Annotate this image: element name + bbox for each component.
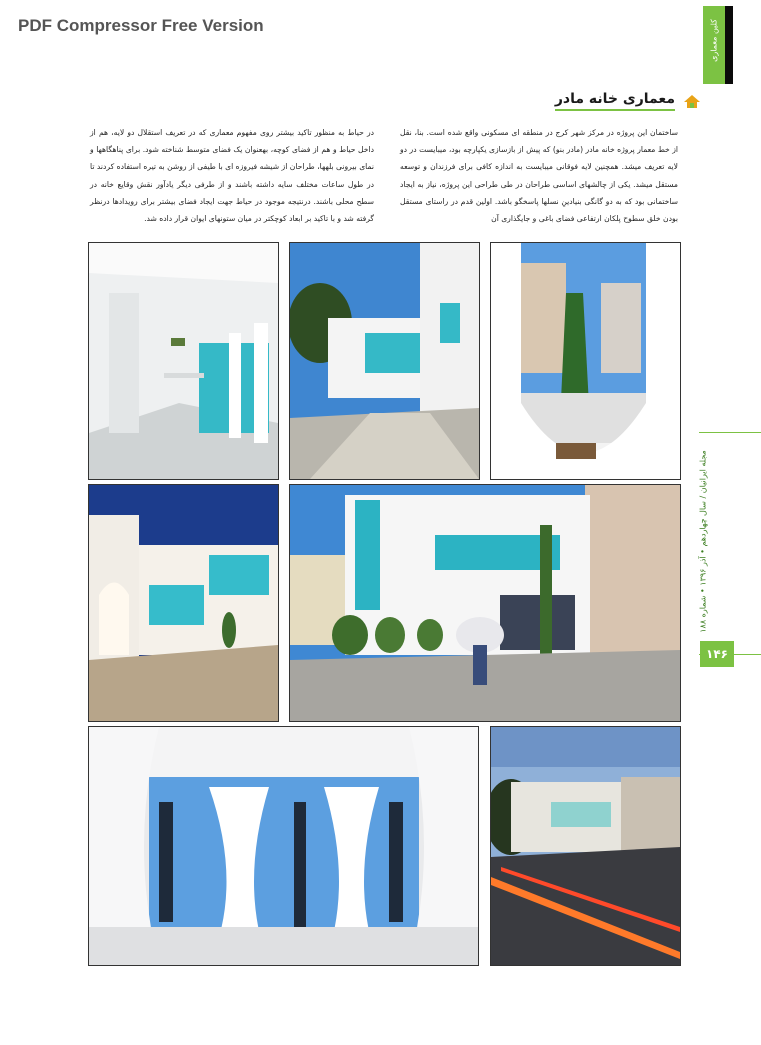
photo-dusk-street — [490, 726, 681, 966]
category-tab-label: کلین معماری — [709, 19, 719, 62]
photo-street-view — [289, 484, 681, 722]
photo-corridor — [88, 242, 279, 480]
article-title-block — [555, 91, 675, 111]
article-title: معماری خانه مادر — [555, 91, 675, 111]
category-tab — [703, 6, 733, 84]
article-column-left: در حیاط به منظور تاکید بیشتر روی مفهوم معماری که در تعریف استقلال دو لایه، هم از داخل حیاط و هم از فضای کوچه، بهعنوان یک فضای متوسط شناخته شود. برای پناهگاهها و نمای بیرونی بلهها، طراحان از شیشه فیروزه ای با طیفی از روشن به تیره استفاده کردند تا در طول ساعات مختلف سایه داشته باشند و از طرفی دیگر یادآور نقش وقایع خانه در سطح محلی باشند. درنتیجه موجود در حیاط جهت ایجاد فضای بیشتر برای رویدادها درنظر گرفته شد و با تاکید بر ابعاد کوچکتر در میان ستونهای ایوان قرار داده شد. — [90, 128, 374, 224]
article-column-right: ساختمان این پروژه در مرکز شهر کرج در منطقه ای مسکونی واقع شده است. بنا، نقل از خط معمار پروژه خانه مادر (مادر بنو) که پیش از بازسازی یکپارچه بود، میبایست در دو لایه تعریف میشد. همچنین لایه فوقانی میبایست به اندازه کافی برای فرزندان و توسعه مستقل میشد. یکی از چالشهای اساسی طراحان در طی طراحی این پروژه، نیاز به ایجاد ساختمانی بود که به دو گانگی بنیادینِ نسلها پاسخگو باشد. اولین قدم در راستای مستقل بودن خلق سطوح پلکان ارتفاعی فضای باغی و جایگذاری آن — [400, 128, 678, 224]
page-number: ۱۴۶ — [700, 641, 734, 667]
house-icon — [683, 94, 701, 109]
photo-arches-detail — [88, 726, 479, 966]
magazine-issue-info: مجله ایرانیان / سال چهاردهم • آذر ۱۳۹۶ • شماره ۱۸۸ — [698, 450, 708, 633]
photo-arch-tree — [490, 242, 681, 480]
watermark-text: PDF Compressor Free Version — [18, 16, 264, 35]
photo-night-facade — [88, 484, 279, 722]
photo-courtyard-stairs — [289, 242, 480, 480]
side-divider-top — [699, 432, 761, 433]
